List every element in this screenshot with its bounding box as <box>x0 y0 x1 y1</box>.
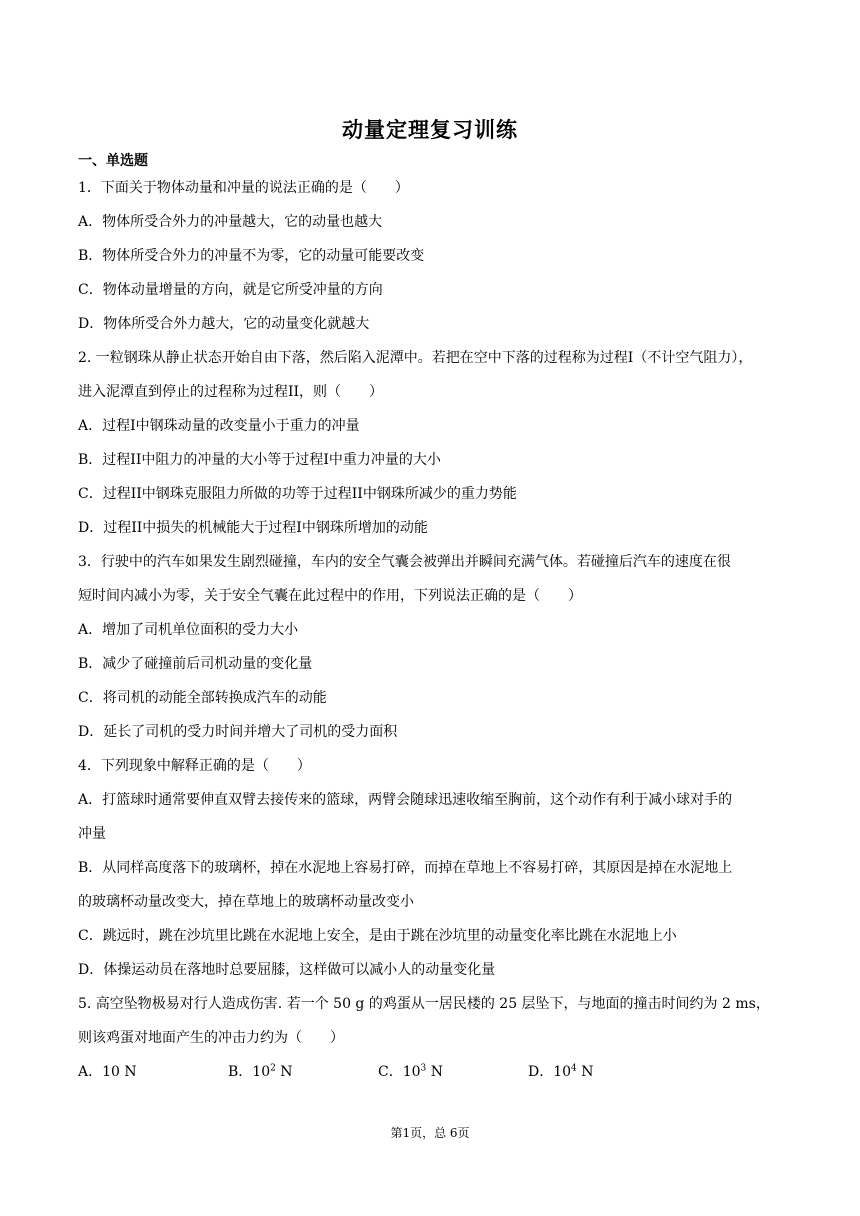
question-3-option-c: C．将司机的动能全部转换成汽车的动能 <box>78 690 327 706</box>
question-3-option-a: A．增加了司机单位面积的受力大小 <box>78 622 299 638</box>
question-1-stem: 1．下面关于物体动量和冲量的说法正确的是（ ） <box>78 180 409 196</box>
question-5-stem-line-1: 5. 高空坠物极易对行人造成伤害. 若一个 50 g 的鸡蛋从一居民楼的 25 层坠下，与地面的撞击时间约为 2 ms， <box>78 996 770 1012</box>
question-2-option-b: B．过程II中阻力的冲量的大小等于过程I中重力冲量的大小 <box>78 452 441 468</box>
question-3-stem-line-2: 短时间内减小为零，关于安全气囊在此过程中的作用，下列说法正确的是（ ） <box>78 588 582 604</box>
question-3-option-d: D．延长了司机的受力时间并增大了司机的受力面积 <box>78 724 398 740</box>
exponent: 4 <box>571 1063 577 1074</box>
question-2-stem-line-1: 2. 一粒钢珠从静止状态开始自由下落，然后陷入泥潭中。若把在空中下落的过程称为过程I（不计空气阻力）， <box>78 350 753 366</box>
question-2-option-a: A．过程I中钢珠动量的改变量小于重力的冲量 <box>78 418 360 434</box>
question-5-option-c: C．$10^3$ N <box>378 1063 443 1080</box>
question-3-stem-line-1: 3．行驶中的汽车如果发生剧烈碰撞，车内的安全气囊会被弹出并瞬间充满气体。若碰撞后汽车的速度在很 <box>78 554 731 570</box>
page-title: 动量定理复习训练 <box>342 118 518 142</box>
question-5-option-a: A．10 N <box>78 1064 137 1080</box>
section-heading: 一、单选题 <box>78 153 148 169</box>
question-4-stem: 4．下列现象中解释正确的是（ ） <box>78 758 311 774</box>
question-4-option-b-line-1: B．从同样高度落下的玻璃杯，掉在水泥地上容易打碎，而掉在草地上不容易打碎，其原因是掉在水泥地上 <box>78 860 733 876</box>
question-1-option-a: A．物体所受合外力的冲量越大，它的动量也越大 <box>78 214 383 230</box>
exponent: 2 <box>270 1063 276 1074</box>
question-3-option-b: B．减少了碰撞前后司机动量的变化量 <box>78 656 313 672</box>
question-2-option-d: D．过程II中损失的机械能大于过程I中钢珠所增加的动能 <box>78 520 428 536</box>
question-1-option-b: B．物体所受合外力的冲量不为零，它的动量可能要改变 <box>78 248 425 264</box>
question-5-option-b: B．$10^2$ N <box>228 1063 293 1080</box>
question-4-option-a-line-1: A．打篮球时通常要伸直双臂去接传来的篮球，两臂会随球迅速收缩至胸前，这个动作有利于减小球对手的 <box>78 792 733 808</box>
page-footer: 第1页，总 6页 <box>390 1126 470 1140</box>
question-4-option-a-line-2: 冲量 <box>78 826 106 842</box>
question-5-option-d: D．$10^4$ N <box>528 1063 594 1080</box>
question-1-option-c: C．物体动量增量的方向，就是它所受冲量的方向 <box>78 282 383 298</box>
question-4-option-c: C．跳远时，跳在沙坑里比跳在水泥地上安全，是由于跳在沙坑里的动量变化率比跳在水泥地上小 <box>78 928 677 944</box>
question-2-stem-line-2: 进入泥潭直到停止的过程称为过程II，则（ ） <box>78 384 384 400</box>
question-5-stem-line-2: 则该鸡蛋对地面产生的冲击力约为（ ） <box>78 1030 344 1046</box>
question-4-option-d: D．体操运动员在落地时总要屈膝，这样做可以减小人的动量变化量 <box>78 962 496 978</box>
question-1-option-d: D．物体所受合外力越大，它的动量变化就越大 <box>78 316 370 332</box>
question-2-option-c: C．过程II中钢珠克服阻力所做的功等于过程II中钢珠所减少的重力势能 <box>78 486 517 502</box>
exponent: 3 <box>420 1063 427 1074</box>
question-4-option-b-line-2: 的玻璃杯动量改变大，掉在草地上的玻璃杯动量改变小 <box>78 894 414 910</box>
